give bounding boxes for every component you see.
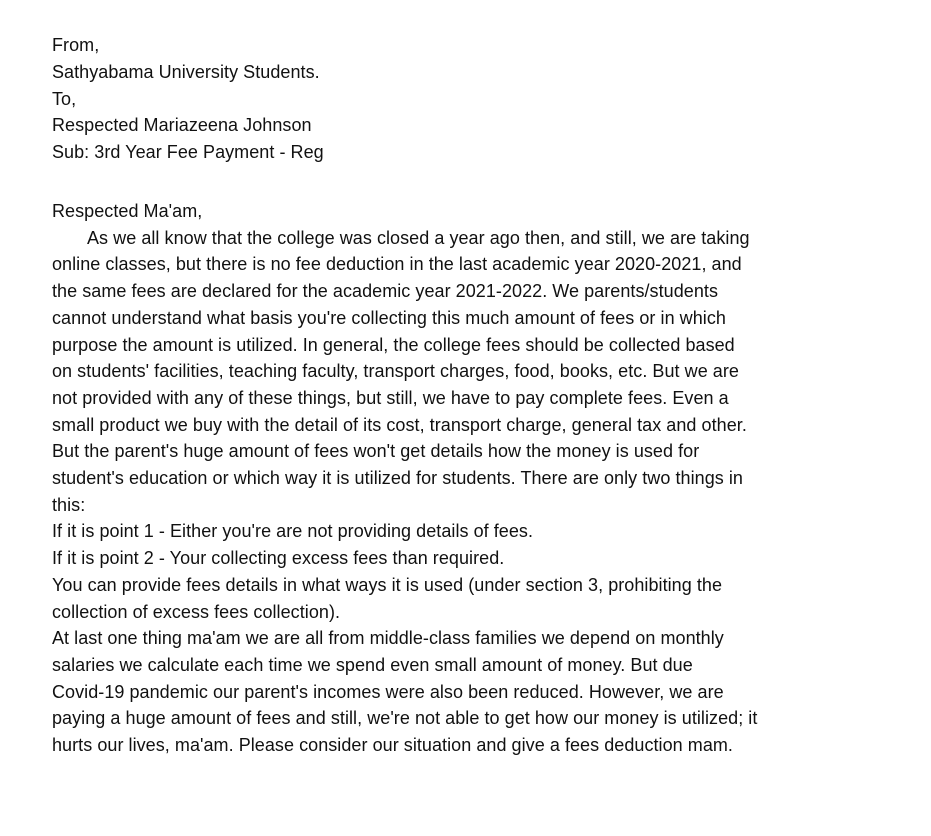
body-line: this:	[52, 494, 86, 515]
body-line: online classes, but there is no fee deduction in the last academic year 2020-2021, and	[52, 254, 742, 275]
body-line: But the parent's huge amount of fees won't get details how the money is used for	[52, 441, 700, 462]
body-line: paying a huge amount of fees and still, we're not able to get how our money is utilized; it	[52, 708, 758, 729]
from-label: From,	[52, 35, 100, 55]
body-line: student's education or which way it is utilized for students. There are only two things in	[52, 468, 743, 489]
to-label: To,	[52, 88, 77, 109]
letter-header	[52, 32, 852, 166]
body-line: Covid-19 pandemic our parent's incomes were also been reduced. However, we are	[52, 681, 724, 702]
body-line: collection of excess fees collection).	[52, 601, 341, 622]
body-line: not provided with any of these things, but still, we have to pay complete fees. Even a	[52, 387, 729, 408]
letter-body	[52, 198, 912, 759]
salutation: Respected Ma'am,	[52, 201, 203, 221]
body-line: As we all know that the college was closed a year ago then, and still, we are taking	[87, 227, 750, 248]
point-1-line: If it is point 1 - Either you're are not providing details of fees.	[52, 521, 534, 542]
body-line: small product we buy with the detail of its cost, transport charge, general tax and other.	[52, 414, 747, 435]
recipient-name: Respected Mariazeena Johnson	[52, 115, 312, 136]
sender-name: Sathyabama University Students.	[52, 61, 320, 82]
body-line: purpose the amount is utilized. In general, the college fees should be collected based	[52, 334, 735, 355]
point-2-line: If it is point 2 - Your collecting excess fees than required.	[52, 548, 505, 569]
body-line: You can provide fees details in what ways it is used (under section 3, prohibiting the	[52, 574, 723, 595]
body-line: the same fees are declared for the academic year 2021-2022. We parents/students	[52, 281, 719, 302]
body-line: on students' facilities, teaching faculty, transport charges, food, books, etc. But we are	[52, 361, 739, 382]
body-line: salaries we calculate each time we spend even small amount of money. But due	[52, 654, 693, 675]
subject-line: Sub: 3rd Year Fee Payment - Reg	[52, 142, 324, 163]
closing-line: hurts our lives, ma'am. Please consider our situation and give a fees deduction mam.	[52, 735, 733, 756]
body-line: cannot understand what basis you're collecting this much amount of fees or in which	[52, 307, 726, 328]
body-line: At last one thing ma'am we are all from middle-class families we depend on monthly	[52, 628, 724, 649]
